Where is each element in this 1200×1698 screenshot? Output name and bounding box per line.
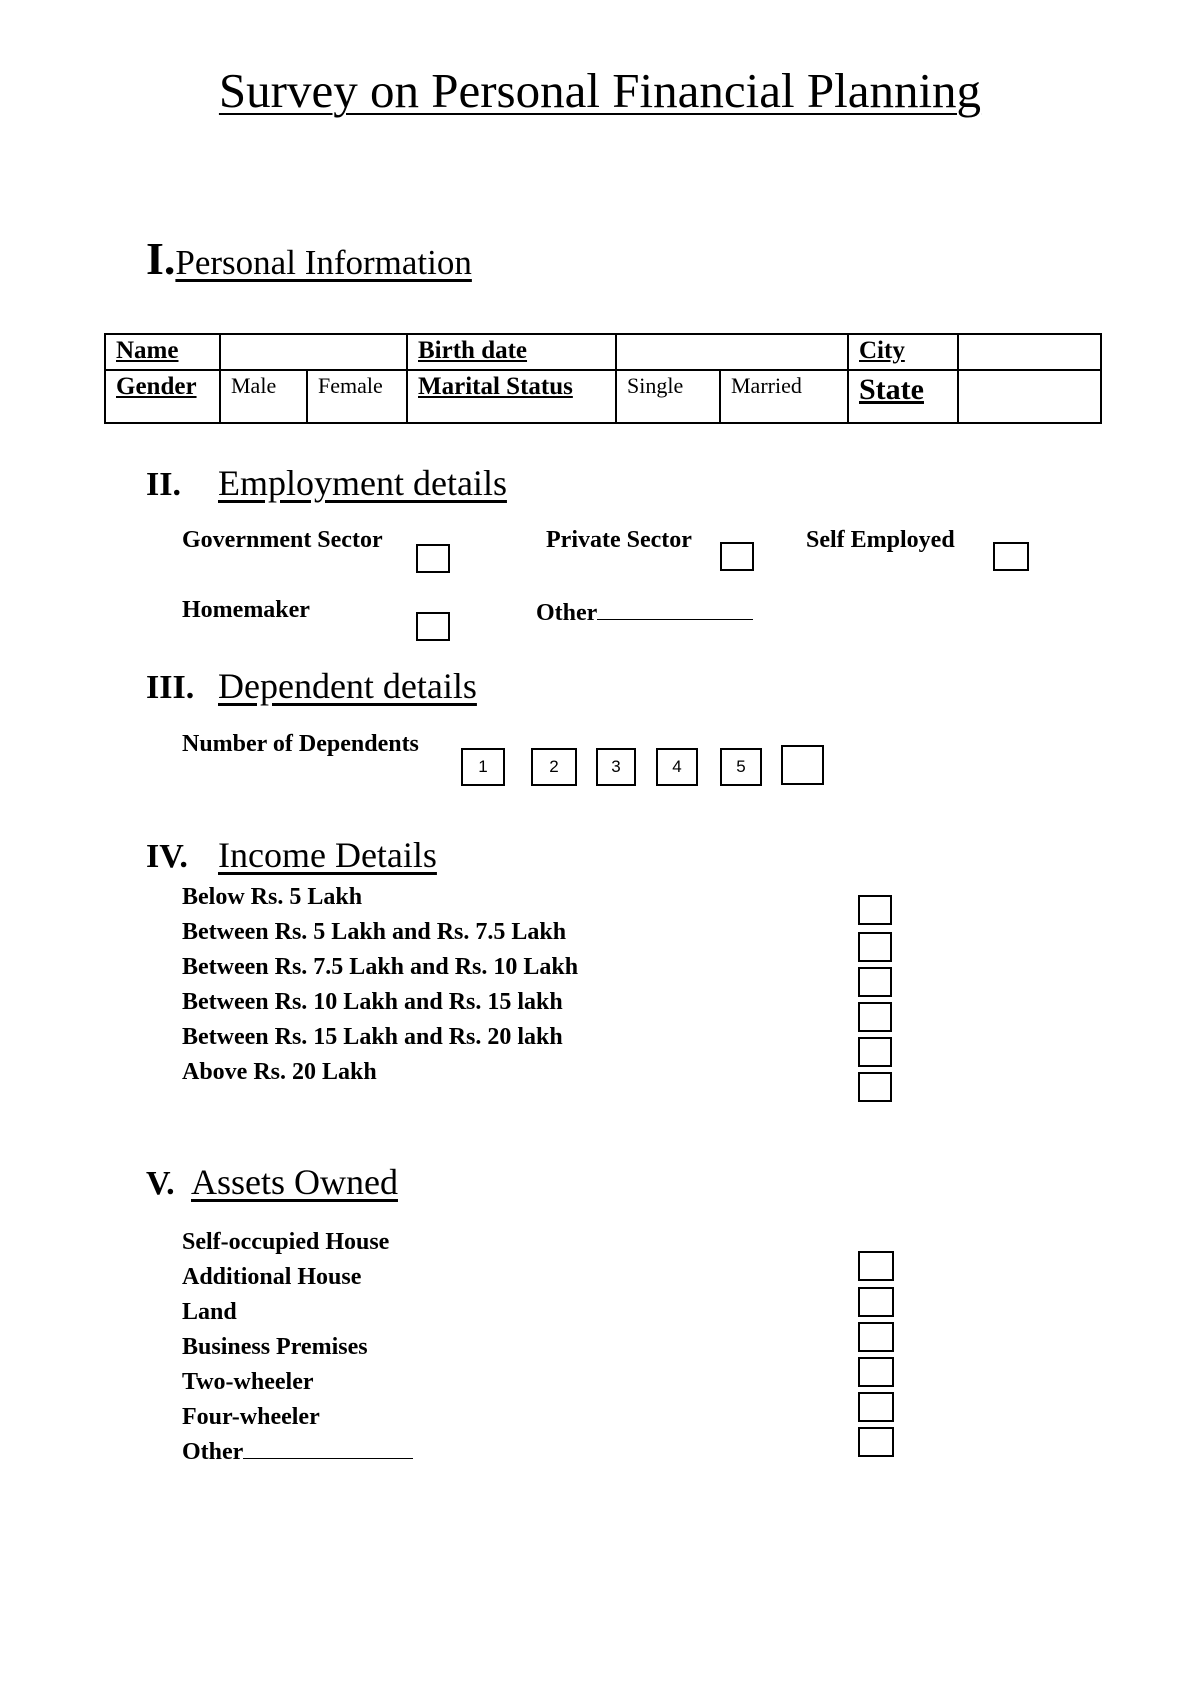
marital-single-option[interactable] (616, 370, 720, 423)
employment-option-label: Homemaker (182, 597, 310, 623)
dependents-option-2[interactable]: 2 (531, 748, 577, 786)
section-title: Income Details (218, 835, 437, 875)
asset-checkbox[interactable] (858, 1357, 894, 1387)
asset-option-label: Four-wheeler (182, 1404, 320, 1430)
city-label-cell (848, 334, 958, 370)
city-field[interactable] (958, 334, 1101, 370)
male-label: Male (231, 373, 277, 398)
asset-checkbox[interactable] (858, 1251, 894, 1281)
section-employment-heading (146, 462, 507, 504)
private-sector-checkbox[interactable] (720, 542, 754, 571)
self-employed-checkbox[interactable] (993, 542, 1029, 571)
income-checkbox[interactable] (858, 967, 892, 997)
gender-label: Gender (116, 373, 197, 400)
marital-status-label: Marital Status (418, 373, 573, 400)
name-label-cell (105, 334, 220, 370)
asset-checkbox[interactable] (858, 1427, 894, 1457)
assets-options-list (182, 1225, 413, 1470)
income-checkbox[interactable] (858, 1002, 892, 1032)
name-label: Name (116, 337, 179, 364)
other-blank-line[interactable] (597, 597, 753, 620)
state-field[interactable] (958, 370, 1101, 423)
dependents-option-more[interactable] (781, 745, 824, 785)
income-checkbox[interactable] (858, 932, 892, 962)
female-label: Female (318, 373, 383, 398)
income-checkbox[interactable] (858, 1037, 892, 1067)
asset-option-label: Land (182, 1299, 237, 1325)
married-label: Married (731, 373, 802, 398)
state-label-cell (848, 370, 958, 423)
employment-option-label: Self Employed (806, 527, 955, 553)
dependents-option-3[interactable]: 3 (596, 748, 636, 786)
birth-date-label-cell (407, 334, 616, 370)
name-field[interactable] (220, 334, 407, 370)
document-title: Survey on Personal Financial Planning (218, 63, 982, 118)
gender-label-cell (105, 370, 220, 423)
income-option-label: Between Rs. 7.5 Lakh and Rs. 10 Lakh (182, 954, 579, 980)
section-title: Assets Owned (191, 1162, 398, 1202)
other-blank-line[interactable] (243, 1436, 413, 1459)
income-options-list (182, 880, 578, 1090)
section-personal-heading (146, 232, 472, 285)
dependents-option-1[interactable]: 1 (461, 748, 505, 786)
employment-option-label: Government Sector (182, 527, 383, 553)
asset-option-label: Business Premises (182, 1334, 368, 1360)
section-number: IV. (146, 838, 188, 875)
section-title: Employment details (218, 463, 507, 503)
employment-other-field[interactable] (536, 597, 753, 627)
gender-female-option[interactable] (307, 370, 407, 423)
dependents-option-5[interactable]: 5 (720, 748, 762, 786)
asset-other-field[interactable] (182, 1435, 413, 1470)
state-label: State (859, 373, 924, 406)
gender-male-option[interactable] (220, 370, 307, 423)
marital-married-option[interactable] (720, 370, 848, 423)
section-number: II. (146, 466, 181, 503)
marital-status-label-cell (407, 370, 616, 423)
section-number: III. (146, 669, 195, 706)
other-label: Other (182, 1439, 244, 1465)
government-sector-checkbox[interactable] (416, 544, 450, 573)
section-number: V. (146, 1165, 175, 1202)
income-option-label: Between Rs. 10 Lakh and Rs. 15 lakh (182, 989, 563, 1015)
income-option-label: Between Rs. 5 Lakh and Rs. 7.5 Lakh (182, 919, 567, 945)
other-label: Other (536, 600, 598, 626)
asset-option-label: Additional House (182, 1264, 362, 1290)
section-title: Dependent details (218, 666, 477, 706)
income-checkbox[interactable] (858, 895, 892, 925)
asset-checkbox[interactable] (858, 1392, 894, 1422)
income-option-label: Between Rs. 15 Lakh and Rs. 20 lakh (182, 1024, 563, 1050)
homemaker-checkbox[interactable] (416, 612, 450, 641)
income-option-label: Below Rs. 5 Lakh (182, 884, 363, 910)
income-checkbox[interactable] (858, 1072, 892, 1102)
asset-option-label: Self-occupied House (182, 1229, 390, 1255)
section-income-heading (146, 834, 437, 876)
asset-checkbox[interactable] (858, 1322, 894, 1352)
employment-option-label: Private Sector (546, 527, 692, 553)
asset-checkbox[interactable] (858, 1287, 894, 1317)
section-assets-heading (146, 1161, 398, 1203)
personal-info-table (104, 333, 1102, 424)
section-dependents-heading (146, 665, 477, 707)
single-label: Single (627, 373, 684, 398)
city-label: City (859, 337, 905, 364)
section-title: Personal Information (175, 243, 472, 282)
asset-option-label: Two-wheeler (182, 1369, 314, 1395)
dependents-label: Number of Dependents (182, 731, 419, 757)
birth-date-label: Birth date (418, 337, 528, 364)
birth-date-field[interactable] (616, 334, 848, 370)
dependents-option-4[interactable]: 4 (656, 748, 698, 786)
section-number: I. (146, 233, 176, 284)
income-option-label: Above Rs. 20 Lakh (182, 1059, 377, 1085)
